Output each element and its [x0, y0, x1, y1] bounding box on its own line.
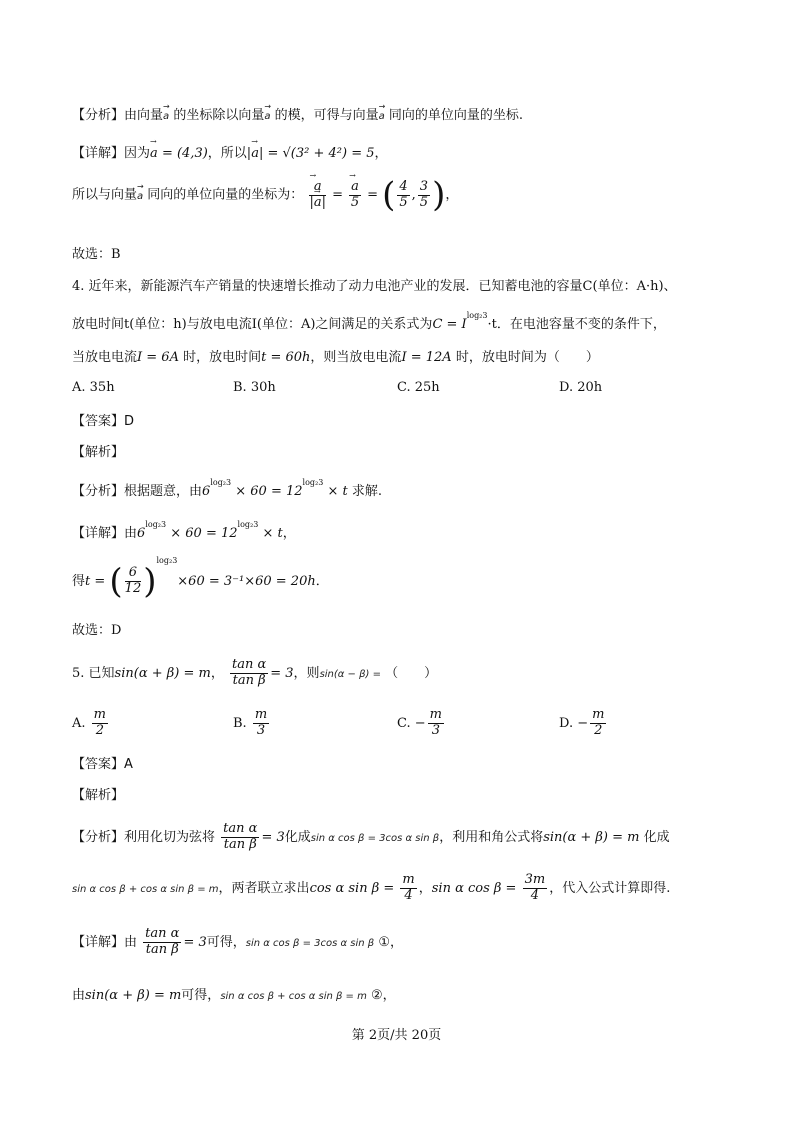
text: ．	[315, 574, 329, 589]
q4-stem-line3	[72, 346, 599, 365]
q4-option-a: A. 35h	[72, 380, 115, 395]
formula: = 3	[270, 665, 294, 681]
q4-option-b: B. 30h	[233, 380, 276, 395]
q4-answer: 【答案】D	[72, 414, 135, 429]
paren: )	[143, 561, 157, 602]
text: 得	[72, 574, 86, 589]
fraction: → $\frac{a}{|\to a|}$	[309, 180, 326, 211]
text: ，	[210, 665, 224, 681]
fraction: $\frac{\text{tan α}}{\text{tan β}}$	[231, 657, 267, 688]
formula: sin α cos β + cos α sin β = m	[72, 883, 219, 895]
text: 求解.	[351, 484, 382, 499]
fraction: $\frac{\text{tan α}}{\text{tan β}}$	[223, 821, 258, 852]
fraction: $\frac{m}{4}$	[402, 872, 415, 903]
formula: sin α cos β + cos α sin β = m	[220, 991, 367, 1002]
exponent: log₂3	[237, 520, 259, 529]
text: 所以与向量	[72, 187, 138, 203]
text: t(单位：h)与放电电流	[124, 317, 252, 332]
exponent: log₂3	[210, 478, 232, 487]
text: ，	[418, 880, 432, 896]
formula: t =	[85, 574, 106, 589]
formula: × t	[258, 526, 283, 541]
exponent: log₂3	[466, 311, 488, 320]
text: 时，放电时间	[183, 350, 262, 365]
q4-choice: 故选：D	[72, 623, 122, 638]
vector-a: → a	[163, 111, 169, 122]
formula: sin(α + β) = m	[543, 829, 640, 845]
formula: 6	[202, 484, 211, 499]
vector-a: → a	[137, 191, 143, 202]
q4-analysis	[72, 478, 382, 499]
formula: 6	[137, 526, 146, 541]
q4-detail	[72, 520, 296, 541]
paren: (	[382, 175, 396, 215]
text: ，	[389, 934, 403, 950]
q5-option-a: A. $\frac{m}{2}$	[72, 707, 106, 738]
text: ，两者联立求出	[218, 880, 310, 896]
text: ，则	[293, 665, 320, 681]
detail-tag: 【详解】	[72, 146, 125, 161]
text: 由	[124, 526, 138, 541]
text: I(单位：A)之间满足的关系式为	[251, 317, 433, 332]
vector-a: → a	[264, 111, 270, 122]
analysis-tag: 【分析】	[72, 108, 125, 123]
q4-parse: 【解析】	[72, 445, 125, 460]
text: 化成	[284, 829, 311, 845]
q5-analysis-line1	[72, 822, 670, 853]
text: ，	[282, 526, 296, 541]
formula: × t	[323, 484, 348, 499]
formula: I = 6A	[137, 350, 179, 365]
q3-analysis	[72, 104, 523, 123]
q5-answer: 【答案】A	[72, 757, 133, 772]
q5-analysis-line2	[72, 873, 670, 904]
q5-detail-line2	[72, 984, 396, 1003]
formula: I = 12A	[401, 350, 452, 365]
text: C(单位：A·h)、	[582, 279, 677, 294]
text: ，则当放电电流	[310, 350, 402, 365]
text: 当放电电流	[72, 350, 138, 365]
q3-choice: 故选：B	[72, 247, 121, 262]
text: ，代入公式计算即得.	[549, 880, 671, 896]
text: ，	[374, 146, 388, 161]
text: 化成	[643, 829, 670, 845]
circled-number: ②	[371, 988, 383, 1003]
fraction: $\frac{\text{tan α}}{\text{tan β}}$	[145, 926, 180, 957]
formula: sin α cos β = 3cos α sin β	[245, 937, 375, 949]
text: 的模，可得与向量	[274, 108, 379, 123]
text: ，	[445, 187, 459, 203]
detail-tag: 【详解】	[72, 526, 125, 541]
exponent: log₂3	[302, 478, 324, 487]
text: 的坐标除以向量	[173, 108, 265, 123]
formula: ×60 = 3⁻¹×60 = 20h	[177, 574, 316, 589]
text: 5. 已知	[72, 665, 115, 681]
vector-a: → a	[150, 146, 158, 161]
formula: cos α sin β =	[309, 880, 395, 896]
text: 同向的单位向量的坐标.	[388, 108, 524, 123]
text: ，所以	[207, 146, 247, 161]
paren: )	[432, 175, 446, 215]
q4-option-d: D. 20h	[559, 380, 603, 395]
text: 可得，	[206, 934, 246, 950]
text: 利用化切为弦将	[124, 829, 216, 845]
formula: × 60 = 12	[166, 526, 238, 541]
text: ·t．在电池容量不变的条件下，	[487, 317, 666, 332]
text: 由向量	[124, 108, 164, 123]
fraction: $\frac{6}{12}$	[124, 565, 142, 596]
text: 因为	[124, 146, 151, 161]
text: 可得，	[181, 988, 221, 1003]
text: （ ）	[385, 665, 438, 681]
fraction: $\frac{4}{5}$	[399, 178, 408, 210]
exponent: log₂3	[156, 556, 178, 565]
formula: sin(α + β) = m	[114, 665, 211, 681]
text: 由	[124, 934, 138, 950]
analysis-tag: 【分析】	[72, 484, 125, 499]
q5-option-d: D. − $\frac{m}{2}$	[559, 707, 605, 738]
text: ，利用和角公式将	[439, 829, 544, 845]
text: 同向的单位向量的坐标为：	[147, 187, 304, 203]
formula: C = I	[432, 317, 467, 332]
fraction: $\frac{3}{5}$	[419, 178, 429, 210]
text: 4. 近年来，新能源汽车产销量的快速增长推动了动力电池产业的发展．已知蓄电池的容量	[72, 279, 583, 294]
q4-option-c: C. 25h	[397, 380, 440, 395]
formula: sin(α − β) =	[319, 668, 381, 680]
q5-stem	[72, 658, 437, 689]
q4-stem-line1	[72, 275, 677, 294]
text: 由	[72, 988, 86, 1003]
detail-tag: 【详解】	[72, 934, 125, 950]
formula: sin α cos β = 3cos α sin β	[310, 832, 440, 844]
formula: × 60 = 12	[231, 484, 303, 499]
text: 根据题意，由	[124, 484, 203, 499]
fraction: → $\frac{a}{5}$	[349, 180, 361, 211]
modulus: |→ a|	[247, 146, 264, 161]
formula: t = 60h	[261, 350, 311, 365]
q5-option-c: C. − $\frac{m}{3}$	[397, 707, 442, 738]
paren: (	[109, 561, 123, 602]
text: 时，放电时间为（ ）	[455, 350, 599, 365]
formula: = 3	[183, 934, 207, 950]
formula: = (4,3)	[161, 146, 208, 161]
text: 放电时间	[72, 317, 125, 332]
formula: sin(α + β) = m	[85, 988, 182, 1003]
q3-detail	[72, 142, 388, 161]
analysis-tag: 【分析】	[72, 829, 125, 845]
page-footer: 第 2页/共 20页	[351, 1028, 442, 1043]
q4-result	[72, 556, 329, 602]
q5-option-b: B. $\frac{m}{3}$	[233, 707, 268, 738]
q5-parse: 【解析】	[72, 788, 125, 803]
formula: = √(3² + 4²) = 5	[267, 146, 375, 161]
q5-detail-line1	[72, 927, 403, 958]
exponent: log₂3	[145, 520, 167, 529]
q4-stem-line2	[72, 311, 666, 332]
circled-number: ①	[378, 934, 390, 950]
fraction: $\frac{3m}{4}$	[524, 872, 546, 903]
q3-unit-vector: 所以与向量→ a 同向的单位向量的坐标为： → $\frac{a}{|\to a|}$ = → $\frac{a}{5}$ = ( $\frac{4}{5}$ , $\frac{3}{5}$ )，	[72, 178, 458, 212]
vector-a: → a	[379, 111, 385, 122]
formula: = 3	[261, 829, 285, 845]
text: ，	[382, 988, 396, 1003]
formula: sin α cos β =	[431, 880, 517, 896]
